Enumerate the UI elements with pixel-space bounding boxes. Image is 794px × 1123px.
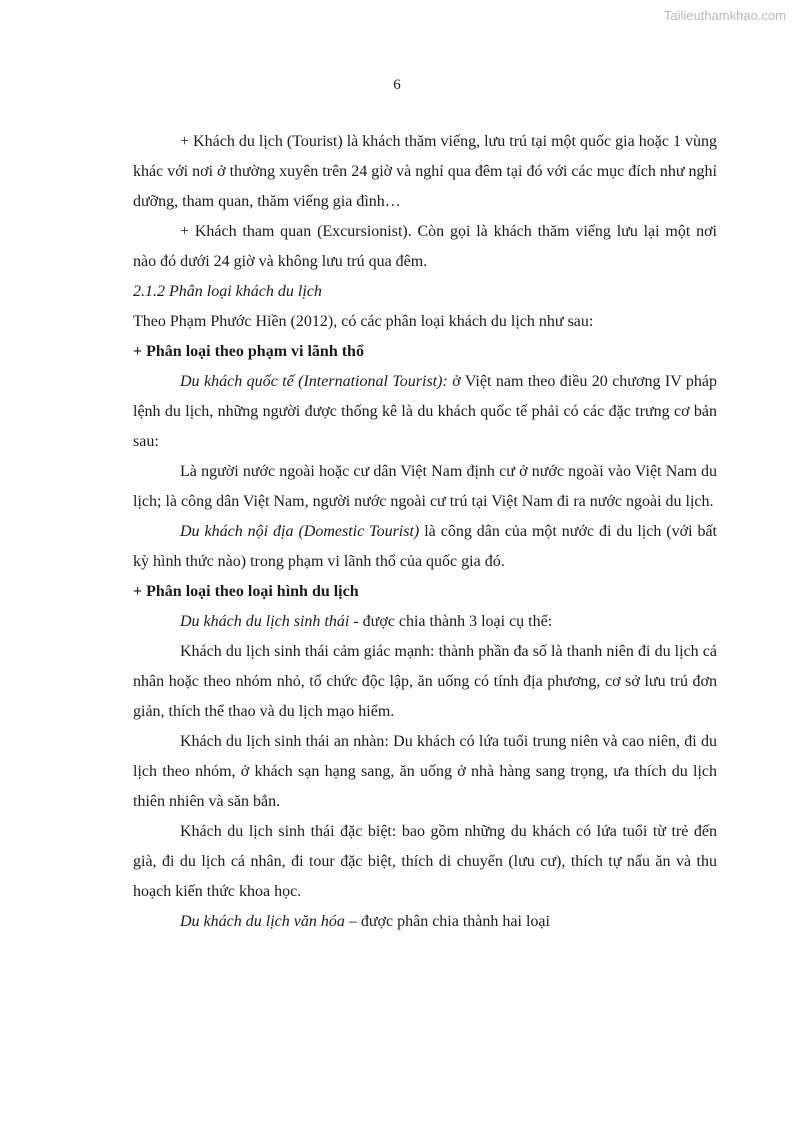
term-cultural-tourism: Du khách du lịch văn hóa: [180, 913, 345, 930]
page-number: 6: [393, 77, 401, 93]
paragraph-eco-adventure: Khách du lịch sinh thái cảm giác mạnh: thành phần đa số là thanh niên đi du lịch cá nhân hoặc theo nhóm nhỏ, tổ chức độc lập, ăn uống có tính địa phương, cơ sở lưu trú đơn giản, thích thể thao và du lịch mạo hiểm.: [133, 643, 717, 720]
section-heading-2-1-2: 2.1.2 Phân loại khách du lịch: [133, 283, 322, 300]
watermark: Tailieuthamkhao.com: [663, 8, 786, 23]
heading-tourism-type-classification: + Phân loại theo loại hình du lịch: [133, 583, 359, 600]
paragraph-eco-leisure: Khách du lịch sinh thái an nhàn: Du khách có lứa tuổi trung niên và cao niên, đi du lịch theo nhóm, ở khách sạn hạng sang, ăn uống ở nhà hàng sang trọng, ưa thích du lịch thiên nhiên và săn bắn.: [133, 733, 717, 810]
definition-domestic-tourist: là công dân của một nước đi du lịch (với bất kỳ hình thức nào) trong phạm vi lãnh thổ của quốc gia đó.: [133, 523, 718, 570]
document-body: [133, 127, 717, 937]
paragraph-classification-intro: Theo Phạm Phước Hiền (2012), có các phân loại khách du lịch như sau:: [133, 313, 594, 330]
paragraph-excursionist: + Khách tham quan (Excursionist). Còn gọi là khách thăm viếng lưu lại một nơi nào đó dưới 24 giờ và không lưu trú qua đêm.: [133, 223, 717, 270]
term-international-tourist: Du khách quốc tế (International Tourist):: [180, 373, 448, 390]
definition-ecotourism: - được chia thành 3 loại cụ thể:: [349, 613, 553, 630]
term-ecotourism: Du khách du lịch sinh thái: [180, 613, 350, 630]
paragraph-cultural-tourism: [133, 907, 717, 937]
term-domestic-tourist: Du khách nội địa (Domestic Tourist): [180, 523, 420, 540]
paragraph-tourist: + Khách du lịch (Tourist) là khách thăm viếng, lưu trú tại một quốc gia hoặc 1 vùng khác với nơi ở thường xuyên trên 24 giờ và nghỉ qua đêm tại đó với các mục đích như nghỉ dưỡng, tham quan, thăm viếng gia đình…: [133, 133, 717, 210]
heading-territory-classification: + Phân loại theo phạm vi lãnh thổ: [133, 343, 364, 360]
paragraph-eco-special: Khách du lịch sinh thái đặc biệt: bao gồm những du khách có lứa tuổi từ trẻ đến già, đi du lịch cá nhân, đi tour đặc biệt, thích di chuyển (lưu cư), thích tự nấu ăn và thu hoạch kiến thức khoa học.: [133, 823, 717, 900]
paragraph-domestic-tourist: [133, 517, 717, 577]
paragraph-international-tourist: [133, 367, 717, 457]
definition-international-tourist: ở Việt nam theo điều 20 chương IV pháp lệnh du lịch, những người được thống kê là du khách quốc tế phải có các đặc trưng cơ bản sau:: [133, 373, 718, 450]
definition-cultural-tourism: – được phân chia thành hai loại: [344, 913, 550, 930]
paragraph-international-criteria: Là người nước ngoài hoặc cư dân Việt Nam định cư ở nước ngoài vào Việt Nam du lịch; là công dân Việt Nam, người nước ngoài cư trú tại Việt Nam đi ra nước ngoài du lịch.: [133, 463, 717, 510]
paragraph-ecotourism: [133, 607, 717, 637]
